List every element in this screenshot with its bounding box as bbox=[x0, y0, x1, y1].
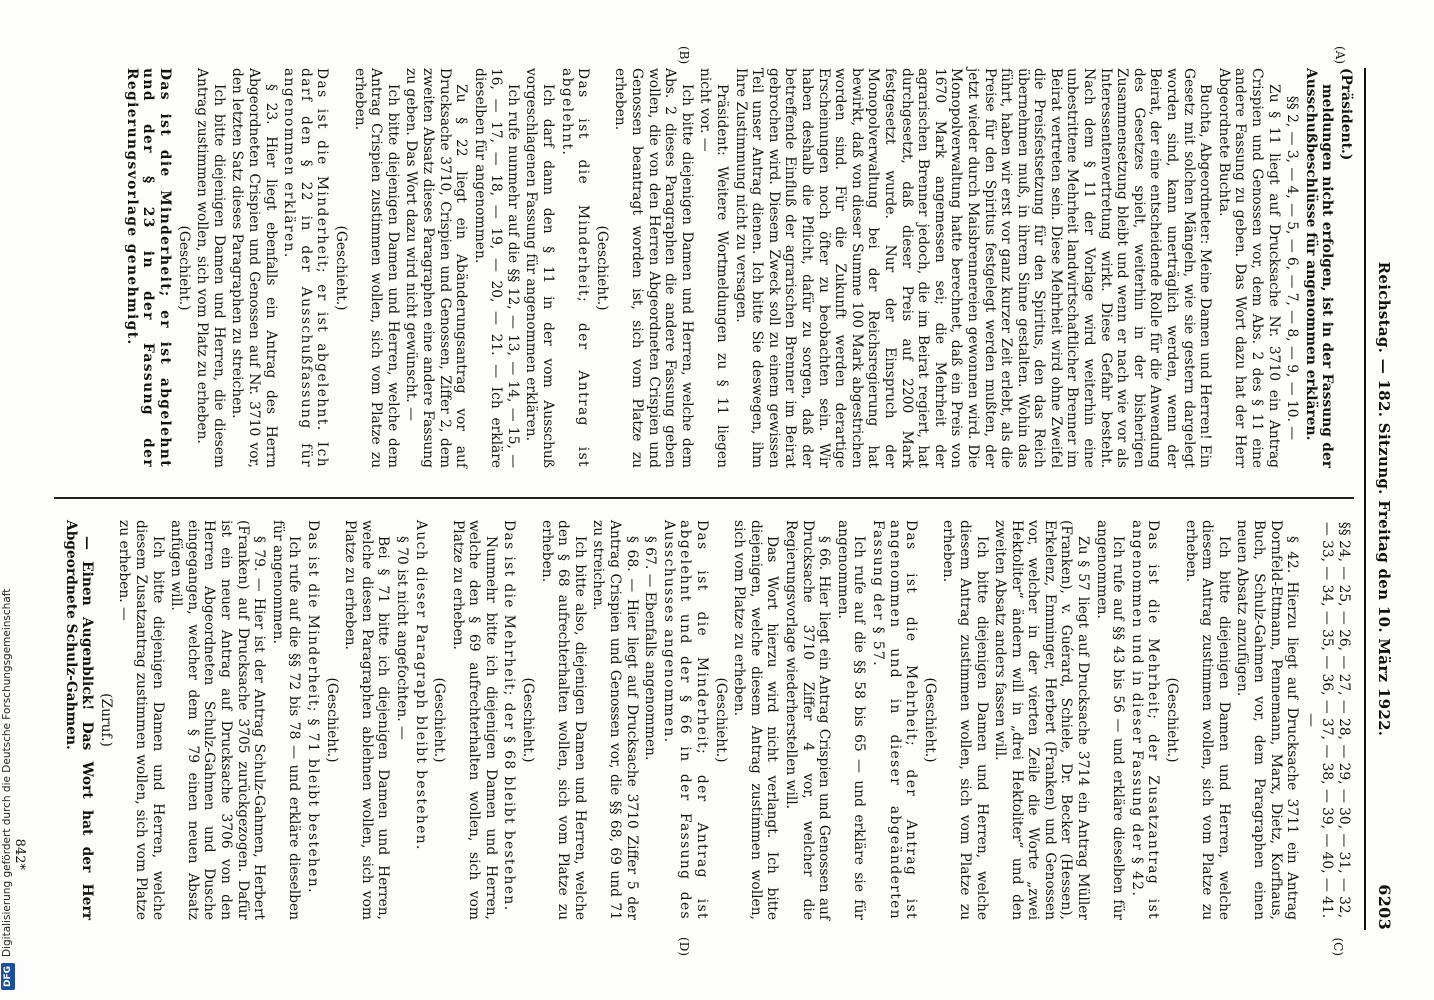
right-column-paragraph: (Geschieht.) bbox=[323, 677, 340, 763]
left-column-paragraph: § 23. Hier liegt ebenfalls ein Antrag des Herrn Abgeordneten Crispien und Genossen auf Nr. 3710 vor, den letzten Satz dieses Paragraphen zu streichen. bbox=[229, 68, 279, 468]
right-column-paragraph: Das Wort hierzu wird nicht verlangt. Ich bitte diejenigen, welche diesem Antrag zustimmen wollen, sich vom Platze zu erheben. bbox=[731, 520, 781, 920]
right-column-paragraph: (Geschieht.) bbox=[921, 677, 938, 763]
left-column-paragraph: Ich bitte diejenigen Damen und Herren, welche dem Abs. 2 dieses Paragraphen die andere Fassung geben wollen, die von den Herren Abgeordneten Crispien und Genossen beantragt worden ist, sich vom Platze zu erheben. bbox=[612, 68, 695, 468]
left-column-paragraph: (Geschieht.) bbox=[332, 225, 349, 311]
left-column-paragraph: §§ 2, — 3, — 4, — 5, — 6, — 7, — 8, — 9, — 10. — bbox=[1284, 95, 1301, 441]
left-column-paragraph: Ich bitte diejenigen Damen und Herren, die diesem Antrag zustimmen wollen, sich vom Platz zu erheben. bbox=[194, 68, 227, 468]
left-column-paragraph: (Geschieht.) bbox=[593, 225, 610, 311]
right-column-paragraph: Bei § 71 bitte ich diejenigen Damen und Herren, welche diesen Paragraphen ablehnen wollen, sich vom Platze zu erheben. bbox=[342, 520, 392, 920]
right-column-paragraph: Ich rufe auf §§ 43 bis 56 — und erkläre dieselben für angenommen. bbox=[1093, 520, 1127, 920]
right-column-paragraph: (Geschieht.) bbox=[431, 677, 448, 763]
right-column-paragraph: Zu § 57 liegt auf Drucksache 3714 ein Antrag Müller (Franken), v. Guérard, Schiele, Dr. Becker (Hessen), Erkelenz, Emminger, Herbert (Franken) und Genossen vor, welcher in der vierten Zeile die Worte „zwei Hektoliter“ ändern will in „drei Hektoliter“ und den zweiten Absatz anders fassen will. bbox=[992, 520, 1092, 920]
right-column-paragraph: § 66. Hier liegt ein Antrag Crispien und Genossen auf Drucksache 3710 Ziffer 4 vor, welcher die Regierungsvorlage wiederherstellen will. bbox=[783, 520, 833, 920]
margin-mark-a: (A) bbox=[1333, 46, 1347, 65]
left-column-paragraph: Das ist die Minderheit; er ist abgelehnt. Ich darf den § 22 in der Ausschußfassung für angenommen erklären. bbox=[281, 68, 331, 468]
right-column-paragraph: Ich rufe auf die §§ 72 bis 78 — und erkläre dieselben für angenommen. bbox=[269, 520, 303, 920]
right-column-paragraph: (Zuruf.) bbox=[97, 693, 114, 747]
right-column-paragraph: Auch dieser Paragraph bleibt bestehen. bbox=[412, 520, 429, 851]
left-column-paragraph: Ich rufe nunmehr auf die §§ 12, — 13, — 14, — 15, — 16, — 17, — 18, — 19, — 20, — 21. — Ich erkläre dieselben für angenommen. bbox=[471, 68, 521, 468]
right-column-paragraph: § 70 ist nicht angefochten. — bbox=[393, 536, 410, 740]
right-column-paragraph: Ich bitte diejenigen Damen und Herren, welche diesem Antrag zustimmen wollen, sich vom Platze zu erheben. bbox=[940, 520, 990, 920]
left-column-paragraph: (Geschieht.) bbox=[175, 225, 192, 311]
page-header-title: Reichstag. — 182. Sitzung. Freitag den 10. März 1922. bbox=[1375, 261, 1393, 737]
left-column bbox=[74, 68, 1354, 468]
left-column-paragraph: Zu § 22 liegt ein Abänderungsantrag vor auf Drucksache 3710, Crispien und Genossen, Ziffer 2, dem zweiten Absatz dieses Paragraphen eine andere Fassung zu geben. Das Wort dazu wird nicht gewünscht. — bbox=[403, 68, 470, 468]
margin-mark-c: (C) bbox=[1331, 937, 1345, 956]
page-number: 6203 bbox=[1375, 884, 1394, 930]
column-divider bbox=[54, 497, 1354, 499]
right-column-paragraph: (Geschieht.) bbox=[520, 677, 537, 763]
right-column-paragraph: (Geschieht.) bbox=[712, 677, 729, 763]
left-column-paragraph: Präsident: Weitere Wortmeldungen zu § 11 liegen nicht vor. — bbox=[697, 68, 731, 468]
right-column-paragraph: §§ 24, — 25, — 26, — 27, — 28, — 29, — 30, — 31, — 32, — 33, — 34, — 35, — 36, — 37, — 38, — 39, — 40, — 41. — bbox=[1302, 521, 1352, 919]
right-column-paragraph: (Geschieht.) bbox=[1164, 677, 1181, 763]
right-column-paragraph: Ich bitte also, diejenigen Damen und Herren, welche den § 68 aufrechterhalten wollen, sich vom Platze zu erheben. bbox=[538, 520, 588, 920]
margin-mark-d: (D) bbox=[677, 937, 691, 956]
left-column-paragraph: Das ist die Minderheit; der Antrag ist abgelehnt. bbox=[558, 68, 592, 468]
right-column-paragraph: Nunmehr bitte ich diejenigen Damen und Herren, welche den § 69 aufrechterhalten wollen, sich vom Platze zu erheben. bbox=[449, 520, 499, 920]
right-column-paragraph: Das ist die Minderheit; der Antrag ist abgelehnt und der § 66 in der Fassung des Ausschusses angenommen. bbox=[660, 520, 711, 920]
right-column-paragraph: § 67. — Ebenfalls angenommen. bbox=[642, 536, 659, 761]
right-column-paragraph: Ich rufe auf die §§ 58 bis 65 — und erkläre sie für angenommen. bbox=[834, 520, 868, 920]
right-column-paragraph: Das ist die Mehrheit; der Zusatzantrag ist angenommen und in dieser Fassung der § 42. bbox=[1128, 520, 1162, 920]
page-header bbox=[1364, 68, 1394, 930]
right-column-paragraph: § 68. — Hier liegt auf Drucksache 3710 Ziffer 5 der Antrag Crispien und Genossen vor, die §§ 68, 69 und 71 zu streichen. bbox=[590, 520, 640, 920]
right-column-paragraph: Ich bitte diejenigen Damen und Herren, welche diesem Zusatzantrag zustimmen wollen, sich vom Platze zu erheben. — bbox=[116, 520, 166, 920]
left-column-paragraph: Buchta, Abgeordneter: Meine Damen und Herren! Ein Gesetz mit solchen Mängeln, wie sie gestern dargelegt worden sind, kann unerträglich werden, wenn der Beirat, der eine entscheidende Rolle für die Anwendung des Gesetzes spielt, weiterhin in der bisherigen Zusammensetzung bleibt und wenn er nach wie vor als Interessentenvertretung wirkt. Diese Gefahr besteht. Nach dem § 11 der Vorlage wird weiterhin eine unbestrittene Mehrheit landwirtschaftlicher Brenner im Beirat vertreten sein. Diese Mehrheit wird ohne Zweifel die Preisfestsetzung für den Spiritus, den das Reich übernehmen muß, in ihrem Sinne gestalten. Wohin das führt, haben wir erst vor ganz kurzer Zeit erlebt, als die Preise für den Spiritus festgelegt werden mußten, der jetzt wieder durch Maisbrennereien gewonnen wird. Die Monopolverwaltung hatte berechnet, daß ein Preis von 1670 Mark angemessen sei; die Mehrheit der agrarischen Brenner jedoch, die im Beirat regiert, hat durchgesetzt, daß dieser Preis auf 2200 Mark festgesetzt wurde. Nur der Einspruch der Monopolverwaltung bei der Reichsregierung hat bewirkt, daß von dieser Summe 100 Mark abgestrichen worden sind. Für die Zukunft werden derartige Erscheinungen noch öfter zu beobachten sein. Wir haben deshalb die Pflicht, dafür zu sorgen, daß der betreffende Einfluß der agrarischen Brenner im Beirat gebrochen wird. Diesem Zweck soll zu einem gewissen Teil unser Antrag dienen. Ich bitte Sie deswegen, ihm Ihre Zustimmung nicht zu versagen. bbox=[732, 68, 1214, 468]
right-column-paragraph: Ich bitte diejenigen Damen und Herren, welche diesem Antrag zustimmen wollen, sich vom Platze zu erheben. bbox=[1182, 520, 1232, 920]
left-column-paragraph: Zu § 11 liegt auf Drucksache Nr. 3710 ein Antrag Crispien und Genossen vor, dem Abs. 2 des § 11 eine andere Fassung zu geben. Das Wort dazu hat der Herr Abgeordnete Buchta. bbox=[1215, 68, 1282, 468]
right-column-paragraph: Das ist die Mehrheit; der § 68 bleibt bestehen. bbox=[501, 520, 518, 912]
right-column-paragraph: — Einen Augenblick! Das Wort hat der Herr Abgeordnete Schulz-Gahmen. bbox=[62, 520, 96, 920]
right-column-paragraph: § 42. Hierzu liegt auf Drucksache 3711 ein Antrag Dornfeld-Ettmann, Pennemann, Marx, Dietz, Korfhaus, Buch, Schulz-Gahmen vor, dem Paragraphen einen neuen Absatz anzufügen. bbox=[1234, 520, 1301, 920]
right-column-paragraph: Das ist die Mehrheit; der Antrag ist angenommen und in dieser abgeänderten Fassung der § 57. bbox=[869, 520, 920, 920]
left-column-paragraph: Ich bitte diejenigen Damen und Herren, welche dem Antrag Crispien zustimmen wollen, sich vom Platze zu erheben. bbox=[351, 68, 401, 468]
left-column-paragraph: (Präsident.) bbox=[1338, 68, 1354, 161]
dfg-logo: DFG bbox=[1, 963, 15, 990]
digitization-credit bbox=[0, 0, 15, 1000]
left-column-paragraph: meldungen nicht erfolgen, ist in der Fassung der Ausschußbeschlüsse für angenommen erklären. bbox=[1302, 68, 1336, 468]
right-column bbox=[62, 520, 1354, 920]
margin-mark-b: (B) bbox=[677, 46, 691, 65]
footer-page-label: 842* bbox=[11, 838, 27, 870]
digitization-credit-text: Digitalisierung gefördert durch die Deutsche Forschungsgemeinschaft bbox=[1, 588, 13, 957]
right-column-paragraph: Das ist die Minderheit; § 71 bleibt bestehen. bbox=[304, 520, 321, 894]
left-column-paragraph: Ich darf dann den § 11 in der vom Ausschuß vorgeschlagenen Fassung für angenommen erklären. bbox=[523, 68, 557, 468]
left-column-paragraph: Das ist die Minderheit; er ist abgelehnt und der § 23 in der Fassung der Regierungsvorlage genehmigt. bbox=[123, 68, 174, 468]
right-column-paragraph: § 79. — Hier ist der Antrag Schulz-Gahmen, Herbert (Franken) auf Drucksache 3705 zurückgezogen. Dafür ist ein neuer Antrag auf Drucksache 3706 von den Herren Abgeordneten Schulz-Gahmen und Dusche eingegangen, welcher dem § 79 einen neuen Absatz anfügen will. bbox=[168, 520, 268, 920]
